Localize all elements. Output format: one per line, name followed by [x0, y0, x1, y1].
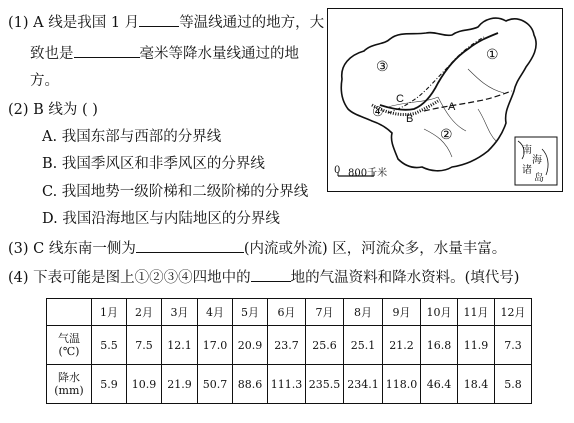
- q2-stem: (2) B 线为 ( ): [8, 102, 98, 118]
- precip-cell: 50.7: [198, 365, 233, 404]
- month-header: 2月: [127, 299, 162, 326]
- table-header-row: [47, 299, 532, 326]
- inset-label-2: 海: [532, 155, 542, 166]
- temp-cell: 7.5: [127, 326, 162, 365]
- temp-cell: 5.5: [92, 326, 127, 365]
- table-corner-cell: [47, 299, 92, 326]
- region-label-2: ②: [440, 127, 453, 143]
- q4-line: [8, 267, 519, 288]
- inset-label-1: 南: [522, 145, 532, 156]
- table-row-temperature: [47, 326, 532, 365]
- temp-cell: 21.2: [383, 326, 421, 365]
- line-label-c: C: [396, 93, 404, 105]
- q1-blank-precipitation[interactable]: [74, 43, 140, 58]
- month-header: 7月: [306, 299, 344, 326]
- month-header: 3月: [162, 299, 198, 326]
- month-header: 10月: [421, 299, 458, 326]
- q4-text-a: (4) 下表可能是图上①②③④四地中的: [8, 270, 251, 286]
- temp-cell: 12.1: [162, 326, 198, 365]
- q1-line3: 方。: [30, 73, 59, 89]
- temp-cell: 17.0: [198, 326, 233, 365]
- inset-label-4: 岛: [534, 173, 544, 184]
- q1-text-d: 毫米等降水量线通过的地: [139, 46, 299, 62]
- temp-cell: 23.7: [268, 326, 306, 365]
- q2-option-d[interactable]: D. 我国沿海地区与内陆地区的分界线: [42, 211, 280, 227]
- temp-cell: 11.9: [458, 326, 495, 365]
- precip-cell: 21.9: [162, 365, 198, 404]
- precip-cell: 88.6: [233, 365, 268, 404]
- q1-text-b: 等温线通过的地方，大: [179, 15, 325, 31]
- month-header: 5月: [233, 299, 268, 326]
- q1-text-c: 致也是: [30, 46, 74, 62]
- precip-cell: 18.4: [458, 365, 495, 404]
- temp-cell: 20.9: [233, 326, 268, 365]
- china-map: [327, 8, 563, 192]
- region-label-1: ①: [486, 47, 499, 63]
- line-label-a: A: [448, 101, 456, 113]
- q4-blank[interactable]: [251, 267, 291, 282]
- precip-cell: 5.8: [495, 365, 532, 404]
- precip-cell: 118.0: [383, 365, 421, 404]
- china-outline: [341, 18, 536, 171]
- line-label-b: B: [406, 113, 414, 125]
- month-header: 4月: [198, 299, 233, 326]
- region-label-3: ③: [376, 59, 389, 75]
- climate-table: [46, 298, 532, 404]
- scale-zero: 0: [334, 165, 341, 176]
- inset-label-3: 诸: [522, 165, 532, 176]
- precip-cell: 234.1: [344, 365, 383, 404]
- month-header: 12月: [495, 299, 532, 326]
- q1-line1: [8, 12, 324, 33]
- row-label-temperature: 气温 (℃): [47, 326, 92, 365]
- q2-option-a[interactable]: A. 我国东部与西部的分界线: [42, 129, 222, 145]
- precip-cell: 111.3: [268, 365, 306, 404]
- temp-cell: 25.6: [306, 326, 344, 365]
- precip-cell: 46.4: [421, 365, 458, 404]
- month-header: 11月: [458, 299, 495, 326]
- month-header: 8月: [344, 299, 383, 326]
- region-label-4: ④: [372, 105, 384, 120]
- q1-text-a: (1) A 线是我国 1 月: [8, 15, 140, 31]
- q3-blank[interactable]: [136, 238, 244, 253]
- precip-cell: 5.9: [92, 365, 127, 404]
- month-header: 6月: [268, 299, 306, 326]
- table-row-precipitation: [47, 365, 532, 404]
- temp-cell: 7.3: [495, 326, 532, 365]
- q2-option-c[interactable]: C. 我国地势一级阶梯和二级阶梯的分界线: [42, 184, 309, 200]
- month-header: 9月: [383, 299, 421, 326]
- precip-cell: 10.9: [127, 365, 162, 404]
- q2-option-b[interactable]: B. 我国季风区和非季风区的分界线: [42, 156, 265, 172]
- row-label-precipitation: 降水 (mm): [47, 365, 92, 404]
- q3-line: [8, 238, 506, 259]
- precip-cell: 235.5: [306, 365, 344, 404]
- q1-line2: [30, 43, 299, 64]
- q3-text-b: (内流或外流) 区，河流众多，水量丰富。: [243, 241, 507, 257]
- q1-blank-temperature[interactable]: [139, 12, 179, 27]
- month-header: 1月: [92, 299, 127, 326]
- temp-cell: 16.8: [421, 326, 458, 365]
- q4-text-b: 地的气温资料和降水资料。(填代号): [290, 270, 520, 286]
- scale-label: 800千米: [348, 168, 388, 179]
- temp-cell: 25.1: [344, 326, 383, 365]
- q3-text-a: (3) C 线东南一侧为: [8, 241, 136, 257]
